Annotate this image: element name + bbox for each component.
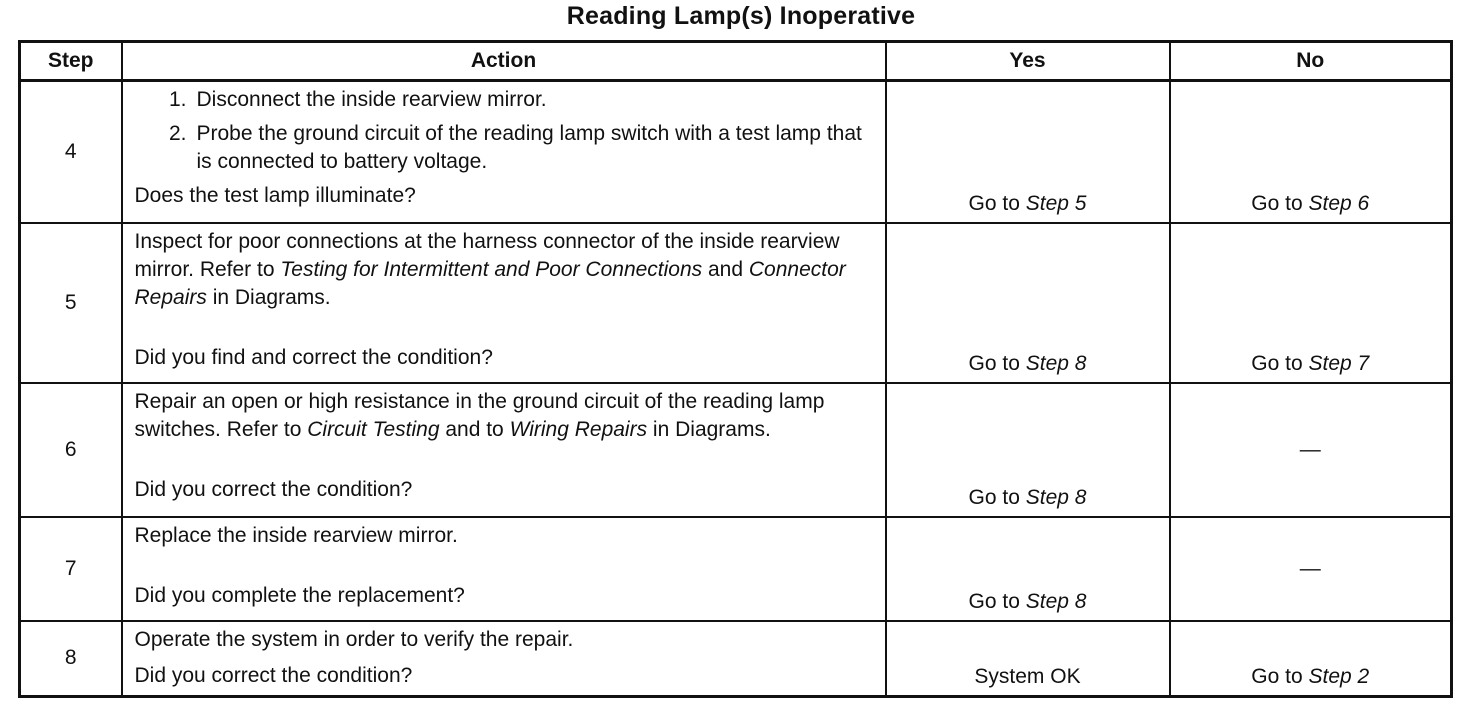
action-text-part: in Diagrams.: [647, 417, 771, 441]
yes-target-step: Step 8: [1025, 485, 1087, 509]
action-text: Operate the system in order to verify the repair.: [134, 627, 574, 651]
no-target-step: Step 6: [1308, 191, 1370, 215]
action-cell: [122, 223, 886, 383]
action-text: Replace the inside rearview mirror.: [134, 523, 458, 547]
table-row: [20, 383, 1452, 517]
header-action: Action: [122, 42, 886, 81]
action-text-part: Inspect for poor connections at the harness connector of the inside rearview mirror. Refer to: [134, 229, 840, 281]
action-question: Did you find and correct the condition?: [134, 345, 493, 369]
yes-target-step: Step 5: [1025, 191, 1087, 215]
no-target-step: Step 7: [1308, 351, 1370, 375]
reference-title: Wiring Repairs: [509, 417, 648, 441]
step-number: 6: [20, 383, 122, 517]
action-text-part: and to: [439, 417, 510, 441]
page-title: Reading Lamp(s) Inoperative: [566, 2, 916, 30]
step-number: 4: [20, 81, 122, 223]
yes-result: System OK: [886, 621, 1170, 697]
action-question: Does the test lamp illuminate?: [134, 184, 416, 207]
action-cell: [122, 517, 886, 621]
action-cell: [122, 621, 886, 697]
yes-target-step: Step 8: [1025, 589, 1087, 613]
header-step: Step: [20, 42, 122, 81]
table-header-row: [20, 42, 1452, 81]
action-question: Did you correct the condition?: [134, 663, 413, 687]
action-text-part: Repair an open or high resistance in the ground circuit of the reading lamp switches. Refer to: [134, 389, 825, 441]
no-prefix: Go to: [1251, 665, 1309, 688]
action-text-part: and: [702, 257, 749, 281]
reference-title: Testing for Intermittent and Poor Connections: [280, 257, 703, 281]
no-target-step: Step 2: [1308, 665, 1370, 688]
no-result: —: [1170, 517, 1452, 621]
substep: [143, 120, 875, 176]
no-prefix: Go to: [1251, 351, 1309, 375]
no-result: —: [1170, 383, 1452, 517]
action-question: Did you complete the replacement?: [134, 583, 465, 607]
no-result: [1170, 223, 1452, 383]
substep-text: Probe the ground circuit of the reading lamp switch with a test lamp that is connected to battery voltage.: [196, 122, 862, 173]
yes-prefix: Go to: [968, 485, 1026, 509]
action-text: [135, 388, 875, 472]
substep: [143, 86, 875, 114]
yes-result: [886, 223, 1170, 383]
action-text: [135, 228, 875, 340]
table-row: [20, 81, 1452, 223]
yes-prefix: Go to: [968, 191, 1026, 215]
yes-prefix: Go to: [968, 589, 1026, 613]
table-row: [20, 223, 1452, 383]
table-row: [20, 517, 1452, 621]
action-text-part: in Diagrams.: [206, 285, 331, 309]
no-result: [1170, 621, 1452, 697]
step-number: 5: [20, 223, 122, 383]
table-row: [20, 621, 1452, 697]
substep-number: 2.: [168, 122, 187, 145]
no-result: [1170, 81, 1452, 223]
action-question: Did you correct the condition?: [134, 477, 413, 501]
diagnostic-table: [18, 40, 1453, 698]
yes-target-step: Step 8: [1025, 351, 1087, 375]
header-yes: Yes: [886, 42, 1170, 81]
step-number: 7: [20, 517, 122, 621]
substep-text: Disconnect the inside rearview mirror.: [196, 88, 547, 111]
header-no: No: [1170, 42, 1452, 81]
substep-number: 1.: [168, 88, 187, 111]
reference-title: Circuit Testing: [307, 417, 440, 441]
yes-prefix: Go to: [968, 351, 1026, 375]
no-prefix: Go to: [1251, 191, 1309, 215]
action-cell: [122, 81, 886, 223]
yes-result: [886, 383, 1170, 517]
substep-list: [135, 86, 875, 176]
action-cell: [122, 383, 886, 517]
step-number: 8: [20, 621, 122, 697]
yes-result: [886, 81, 1170, 223]
yes-result: [886, 517, 1170, 621]
reference-title: Connector Repairs: [134, 257, 846, 309]
